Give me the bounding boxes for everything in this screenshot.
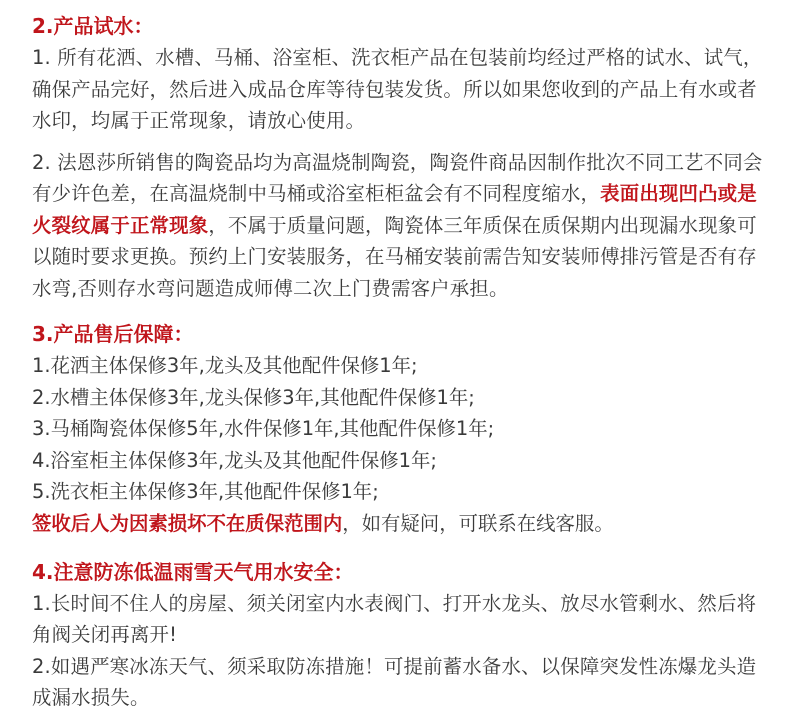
warranty-item: 2.水槽主体保修3年,龙头保修3年,其他配件保修1年; [32,385,475,409]
water-test-paragraph-1: 1. 所有花洒、水槽、马桶、浴室柜、洗衣柜产品在包装前均经过严格的试水、试气，确保产品完好，然后进入成品仓库等待包装发货。所以如果您收到的产品上有水或者水印，均属于正常现象，请放心使用。 [32,46,763,132]
warranty-item: 3.马桶陶瓷体保修5年,水件保修1年,其他配件保修1年; [32,417,495,441]
warranty-item: 5.洗衣柜主体保修3年,其他配件保修1年; [32,480,379,504]
warranty-notice [32,508,774,540]
section-title-product-water-test: 2.产品试水： [32,14,154,38]
warranty-item: 4.浴室柜主体保修3年,龙头及其他配件保修1年; [32,448,437,472]
antifreeze-paragraph-2: 2.如遇严寒冰冻天气、须采取防冻措施！可提前蓄水备水、以保障突发性冻爆龙头造成漏水损失。 [32,654,757,710]
antifreeze-paragraph-1: 1.长时间不住人的房屋、须关闭室内水表阀门、打开水龙头、放尽水管剩水、然后将角阀关闭再离开! [32,591,757,647]
ceramic-paragraph-2 [32,147,774,305]
section-title-antifreeze: 4.注意防冻低温雨雪天气用水安全： [32,559,354,584]
highlight-normal-phenomenon: 表面出现凹凸或是火裂纹属于正常现象 [32,182,757,237]
warranty-item: 1.花洒主体保修3年,龙头及其他配件保修1年; [32,354,418,377]
ceramic-text-b: ，不属于质量问题，陶瓷体三年质保在质保期内出现漏水现象可以随时要求更换。预约上门安装服务，在马桶安装前需告知安装师傅排污管是否有存水弯,否则存水弯问题造成师傅二次上门费需客户承担。 [32,213,757,300]
ceramic-text-a: 2. 法恩莎所销售的陶瓷品均为高温烧制陶瓷，陶瓷件商品因制作批次不同工艺不同会有少许色差，在高温烧制中马桶或浴室柜柜盆会有不同程度缩水， [32,150,763,205]
warranty-contact-text: ，如有疑问，可联系在线客服。 [342,511,614,535]
section-title-after-sales: 3.产品售后保障： [32,322,194,346]
warranty-exclusion-red: 签收后人为因素损坏不在质保范围内 [32,511,343,535]
